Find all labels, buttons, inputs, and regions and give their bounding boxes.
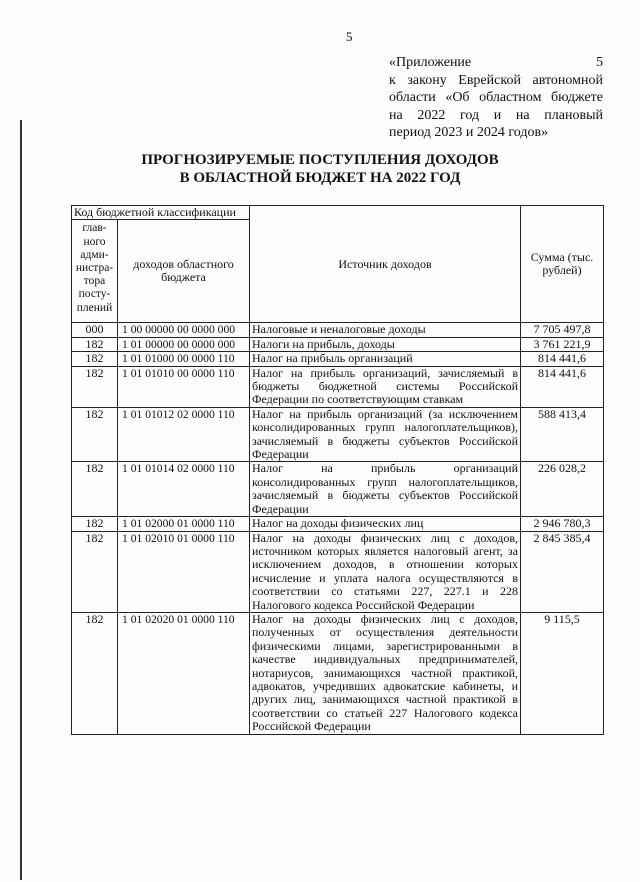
row-source: Налог на прибыль организаций консолидированных групп налогоплательщиков, зачисляемый в бюджеты субъектов Российской Федерации <box>250 462 521 517</box>
row-budget-code: 1 01 01012 02 0000 110 <box>118 407 250 462</box>
row-admin-code: 182 <box>72 517 118 531</box>
row-budget-code: 1 01 01014 02 0000 110 <box>118 462 250 517</box>
table-row <box>72 407 604 462</box>
row-source: Налог на доходы физических лиц с доходов, источником которых является налоговый агент, за исключением доходов, в отношении которых исчисление и уплата налога осуществляются в соответствии со статьями 227, 227.1 и 228 Налогового кодекса Российской Федерации <box>250 531 521 612</box>
table-row <box>72 531 604 612</box>
row-source: Налоги на прибыль, доходы <box>250 337 521 351</box>
row-budget-code: 1 01 01000 00 0000 110 <box>118 352 250 366</box>
scan-margin-line <box>20 120 22 880</box>
table-row <box>72 337 604 351</box>
document-title <box>90 151 550 187</box>
row-admin-code: 182 <box>72 612 118 734</box>
row-sum: 814 441,6 <box>521 366 604 407</box>
row-sum: 3 761 221,9 <box>521 337 604 351</box>
row-admin-code: 000 <box>72 323 118 337</box>
table-row <box>72 366 604 407</box>
table-row <box>72 352 604 366</box>
table-row <box>72 462 604 517</box>
title-line: ПРОГНОЗИРУЕМЫЕ ПОСТУПЛЕНИЯ ДОХОДОВ <box>141 152 499 168</box>
title-line: В ОБЛАСТНОЙ БЮДЖЕТ НА 2022 ГОД <box>179 170 461 186</box>
row-sum: 588 413,4 <box>521 407 604 462</box>
row-admin-code: 182 <box>72 531 118 612</box>
page-number: 5 <box>346 29 353 44</box>
row-admin-code: 182 <box>72 366 118 407</box>
row-sum: 226 028,2 <box>521 462 604 517</box>
header-source: Источник доходов <box>250 206 521 323</box>
table-row <box>72 323 604 337</box>
table-header-row <box>72 206 604 220</box>
row-sum: 2 845 385,4 <box>521 531 604 612</box>
row-sum: 814 441,6 <box>521 352 604 366</box>
row-source: Налог на прибыль организаций, зачисляемый в бюджеты бюджетной системы Российской Федерации по соответствующим ставкам <box>250 366 521 407</box>
table-row <box>72 612 604 734</box>
row-sum: 9 115,5 <box>521 612 604 734</box>
appendix-line: период 2023 и 2024 годов» <box>389 125 549 140</box>
row-sum: 2 946 780,3 <box>521 517 604 531</box>
row-source: Налоговые и неналоговые доходы <box>250 323 521 337</box>
row-admin-code: 182 <box>72 462 118 517</box>
appendix-line: к закону Еврейской автономной <box>389 72 603 88</box>
appendix-line: на 2022 год и на плановый <box>389 107 603 123</box>
revenue-table <box>71 205 604 735</box>
appendix-line: «Приложение 5 <box>389 55 603 70</box>
row-admin-code: 182 <box>72 352 118 366</box>
row-source: Налог на доходы физических лиц <box>250 517 521 531</box>
row-admin-code: 182 <box>72 337 118 351</box>
row-budget-code: 1 01 02000 01 0000 110 <box>118 517 250 531</box>
header-sum: Сумма (тыс. рублей) <box>521 206 604 323</box>
table-row <box>72 517 604 531</box>
appendix-line: области «Об областном бюджете <box>389 90 603 105</box>
header-classification-code: Код бюджетной классификации <box>72 206 250 220</box>
row-budget-code: 1 01 01010 00 0000 110 <box>118 366 250 407</box>
row-budget-code: 1 01 00000 00 0000 000 <box>118 337 250 351</box>
header-admin: глав- ного адми- нистра- тора посту- плений <box>72 220 118 323</box>
header-code: доходов областного бюджета <box>118 220 250 323</box>
row-source: Налог на доходы физических лиц с доходов, полученных от осуществления деятельности физическими лицами, зарегистрированными в качестве индивидуальных предпринимателей, нотариусов, занимающихся частной практикой, адвокатов, учредивших адвокатские кабинеты, и других лиц, занимающихся частной практикой в соответствии со статьей 227 Налогового кодекса Российской Федерации <box>250 612 521 734</box>
row-budget-code: 1 01 02020 01 0000 110 <box>118 612 250 734</box>
appendix-note <box>389 54 603 142</box>
row-source: Налог на прибыль организаций (за исключением консолидированных групп налогоплательщиков), зачисляемый в бюджеты субъектов Российской Федерации <box>250 407 521 462</box>
row-budget-code: 1 00 00000 00 0000 000 <box>118 323 250 337</box>
row-admin-code: 182 <box>72 407 118 462</box>
row-source: Налог на прибыль организаций <box>250 352 521 366</box>
row-sum: 7 705 497,8 <box>521 323 604 337</box>
row-budget-code: 1 01 02010 01 0000 110 <box>118 531 250 612</box>
